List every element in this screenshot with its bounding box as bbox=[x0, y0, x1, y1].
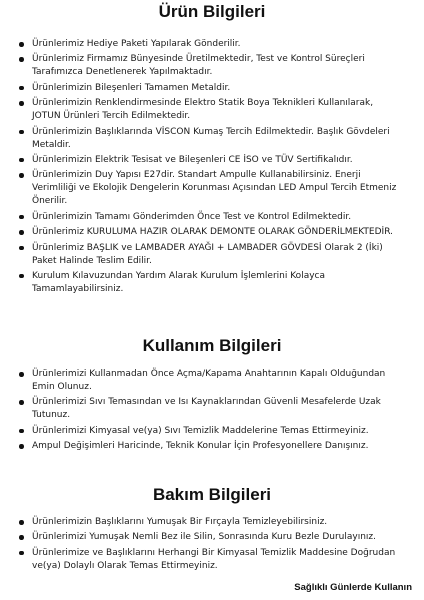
section-title-bakim-bilgileri: Bakım Bilgileri bbox=[152, 485, 272, 504]
bullet-icon bbox=[19, 372, 24, 377]
list-item-text: Ürünlerimizin Elektrik Tesisat ve Bileşenleri CE İSO ve TÜV Sertifikalıdır. bbox=[32, 154, 353, 165]
list-item-text: Ürünlerimizi Kimyasal ve(ya) Sıvı Temizlik Maddelerine Temas Ettirmeyiniz. bbox=[32, 425, 369, 436]
bullet-icon bbox=[19, 215, 24, 220]
list-item bbox=[0, 242, 424, 268]
list-item bbox=[0, 97, 424, 123]
list-item bbox=[0, 53, 424, 79]
list-item bbox=[0, 425, 424, 438]
list-item-text: Ürünlerimiz Hediye Paketi Yapılarak Gönderilir. bbox=[32, 39, 241, 49]
bullet-icon bbox=[19, 520, 24, 525]
list-item bbox=[0, 154, 424, 167]
list-item bbox=[0, 547, 424, 573]
bullet-icon bbox=[19, 42, 24, 47]
list-item-text: Kurulum Kılavuzundan Yardım Alarak Kurulum İşlemlerini Kolayca Tamamlayabilirsiniz. bbox=[32, 270, 325, 294]
list-item bbox=[0, 126, 424, 152]
list-item bbox=[0, 38, 424, 51]
footer-note: Sağlıklı Günlerde Kullanın bbox=[294, 582, 412, 593]
list-item bbox=[0, 169, 424, 208]
list-item bbox=[0, 82, 424, 95]
list-item bbox=[0, 531, 424, 544]
list-item-text: Ürünlerimiz BAŞLIK ve LAMBADER AYAĞI + LAMBADER GÖVDESİ Olarak 2 (İki) Paket Halinde Teslim Edilir. bbox=[32, 242, 383, 266]
list-item bbox=[0, 211, 424, 224]
list-item bbox=[0, 516, 424, 529]
bullet-icon bbox=[19, 158, 24, 163]
list-item bbox=[0, 226, 424, 239]
list-item-text: Ürünlerimiz Firmamız Bünyesinde Üretilmektedir, Test ve Kontrol Süreçleri Tarafımızca Denetlenerek Yapılmaktadır. bbox=[32, 54, 365, 78]
list-item-text: Ürünlerimizin Renklendirmesinde Elektro Statik Boya Teknikleri Kullanılarak, JOTUN Ürünleri Tercih Edilmektedir. bbox=[32, 98, 374, 122]
bakim-bilgileri-list bbox=[0, 516, 424, 575]
bullet-icon bbox=[19, 130, 24, 135]
bullet-icon bbox=[19, 230, 24, 235]
list-item bbox=[0, 440, 424, 453]
list-item-text: Ürünlerimize ve Başlıklarını Herhangi Bir Kimyasal Temizlik Maddesine Doğrudan ve(ya) Dolaylı Olarak Temas Ettirmeyiniz. bbox=[32, 547, 396, 571]
bullet-icon bbox=[19, 535, 24, 540]
urun-bilgileri-list bbox=[0, 38, 424, 298]
list-item-text: Ürünlerimizi Yumuşak Nemli Bez ile Silin, Sonrasında Kuru Bezle Durulayınız. bbox=[32, 532, 376, 543]
list-item-text: Ürünlerimizin Tamamı Gönderimden Önce Test ve Kontrol Edilmektedir. bbox=[32, 211, 352, 222]
bullet-icon bbox=[19, 101, 24, 106]
list-item-text: Ürünlerimizin Bileşenleri Tamamen Metaldir. bbox=[32, 82, 231, 93]
bullet-icon bbox=[19, 551, 24, 556]
bullet-icon bbox=[19, 86, 24, 91]
section-title-urun-bilgileri: Ürün Bilgileri bbox=[158, 2, 266, 21]
list-item-text: Ürünlerimizin Duy Yapısı E27dir. Standart Ampulle Kullanabilirsiniz. Enerji Verimliliği ve Ekolojik Dengelerin Korunması Açısından LED Ampul Tercih Etmeniz Önerilir. bbox=[32, 170, 397, 207]
list-item-text: Ürünlerimizin Başlıklarını Yumuşak Bir Fırçayla Temizleyebilirsiniz. bbox=[32, 517, 328, 527]
bullet-icon bbox=[19, 274, 24, 279]
bullet-icon bbox=[19, 246, 24, 251]
list-item-text: Ürünlerimizi Sıvı Temasından ve Isı Kaynaklarından Güvenli Mesafelerde Uzak Tutunuz. bbox=[32, 397, 381, 421]
list-item bbox=[0, 270, 424, 296]
bullet-icon bbox=[19, 57, 24, 62]
bullet-icon bbox=[19, 429, 24, 434]
kullanim-bilgileri-list bbox=[0, 368, 424, 456]
list-item-text: Ampul Değişimleri Haricinde, Teknik Konular İçin Profesyonellere Danışınız. bbox=[32, 441, 369, 452]
bullet-icon bbox=[19, 444, 24, 449]
list-item bbox=[0, 396, 424, 422]
list-item-text: Ürünlerimizi Kullanmadan Önce Açma/Kapama Anahtarının Kapalı Olduğundan Emin Olunuz. bbox=[32, 369, 386, 392]
list-item bbox=[0, 368, 424, 394]
list-item-text: Ürünlerimiz KURULUMA HAZIR OLARAK DEMONTE OLARAK GÖNDERİLMEKTEDİR. bbox=[32, 227, 393, 238]
bullet-icon bbox=[19, 400, 24, 405]
bullet-icon bbox=[19, 173, 24, 178]
section-title-kullanim-bilgileri: Kullanım Bilgileri bbox=[142, 336, 282, 355]
list-item-text: Ürünlerimizin Başlıklarında VİSCON Kumaş Tercih Edilmektedir. Başlık Gövdeleri Metaldir. bbox=[32, 126, 390, 150]
